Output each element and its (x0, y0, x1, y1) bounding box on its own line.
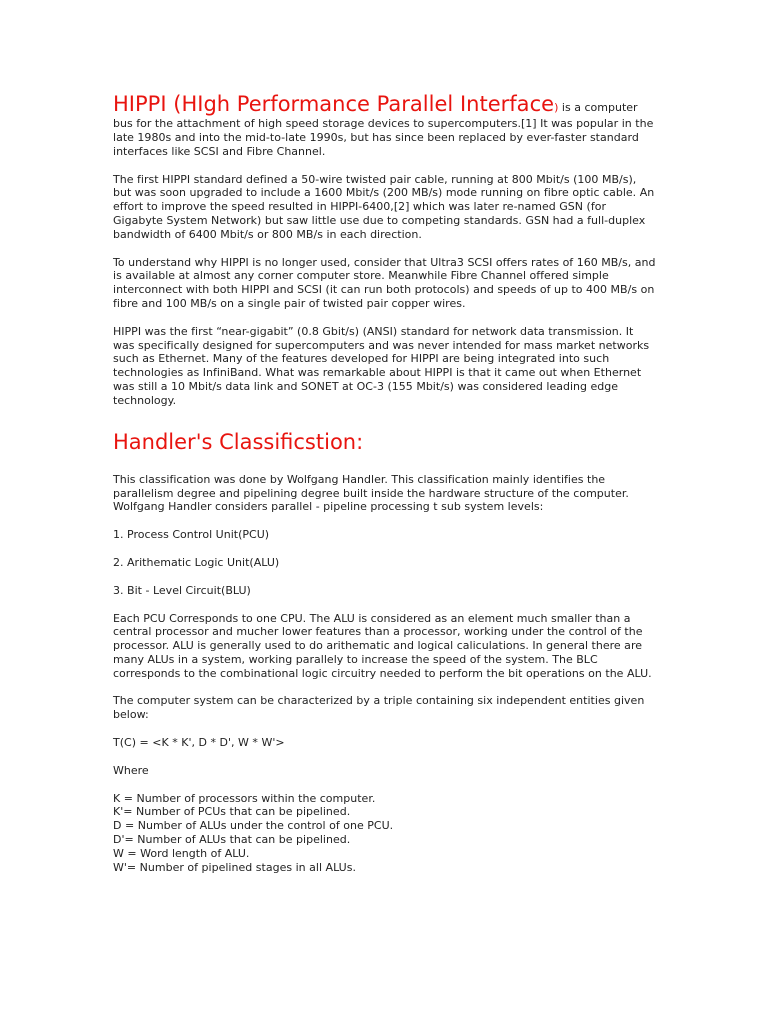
where-label: Where (113, 763, 149, 777)
paragraph-hippi-standard: The first HIPPI standard defined a 50-wire twisted pair cable, running at 800 Mbit/s (100 MB/s), but was soon upgraded to include a 1600 Mbit/s (200 MB/s) mode running on fibre optic cable. An effort to improve the speed resulted in HIPPI-6400,[2] which was later re-named GSN (for Gigabyte System Network) but saw little use due to competing standards. GSN had a full-duplex bandwidth of 6400 Mbit/s or 800 MB/s in each direction. (113, 172, 655, 241)
list-item-alu: 2. Arithematic Logic Unit(ALU) (113, 555, 280, 569)
paragraph-triple: The computer system can be characterized by a triple containing six independent entities given below: (113, 694, 645, 722)
definition-item: D'= Number of ALUs that can be pipelined. (113, 833, 351, 847)
page-title-close-paren: ) (554, 101, 559, 114)
intro-paragraph (113, 92, 656, 159)
paragraph-classification-intro: This classification was done by Wolfgang Handler. This classification mainly identifies the parallelism degree and pipelining degree built inside the hardware structure of the computer. Wolfgang Handler considers parallel - pipeline processing t sub system levels: (113, 472, 629, 514)
definition-item: W'= Number of pipelined stages in all ALUs. (113, 860, 356, 874)
definition-item: D = Number of ALUs under the control of one PCU. (113, 819, 394, 833)
list-item-pcu: 1. Process Control Unit(PCU) (113, 528, 270, 542)
definitions-list (113, 792, 656, 875)
definition-item: K = Number of processors within the computer. (113, 791, 376, 805)
paragraph-pcu-alu: Each PCU Corresponds to one CPU. The ALU is considered as an element much smaller than a central processor and mucher lower features than a processor, working under the control of the processor. ALU is generally used to do arithematic and logical caliculations. In general there are many ALUs in a system, working parallely to increase the speed of the system. The BLC corresponds to the combinational logic circuitry needed to perform the bit operations on the ALU. (113, 611, 652, 680)
formula: T(C) = <K * K', D * D', W * W'> (113, 736, 285, 750)
paragraph-why-not-used: To understand why HIPPI is no longer used, consider that Ultra3 SCSI offers rates of 160 MB/s, and is available at almost any corner computer store. Meanwhile Fibre Channel offered simple interconnect with both HIPPI and SCSI (it can run both protocols) and speeds of up to 400 MB/s on fibre and 100 MB/s on a single pair of twisted pair copper wires. (113, 255, 656, 310)
section-heading-handler: Handler's Classificstion: (113, 429, 364, 454)
page-title: HIPPI (HIgh Performance Parallel Interface (113, 92, 555, 116)
list-item-blu: 3. Bit - Level Circuit(BLU) (113, 583, 251, 597)
definition-item: K'= Number of PCUs that can be pipelined. (113, 805, 351, 819)
intro-text: is a computer bus for the attachment of high speed storage devices to supercomputers.[1] It was popular in the late 1980s and into the mid-to-late 1990s, but has since been replaced by ever-faster standard interfaces like SCSI and Fibre Channel. (113, 101, 654, 158)
definition-item: W = Word length of ALU. (113, 846, 250, 860)
paragraph-near-gigabit: HIPPI was the first “near-gigabit” (0.8 Gbit/s) (ANSI) standard for network data transmission. It was specifically designed for supercomputers and was never intended for mass market networks such as Ethernet. Many of the features developed for HIPPI are being integrated into such technologies as InfiniBand. What was remarkable about HIPPI is that it came out when Ethernet was still a 10 Mbit/s data link and SONET at OC-3 (155 Mbit/s) was considered leading edge technology. (113, 324, 650, 407)
